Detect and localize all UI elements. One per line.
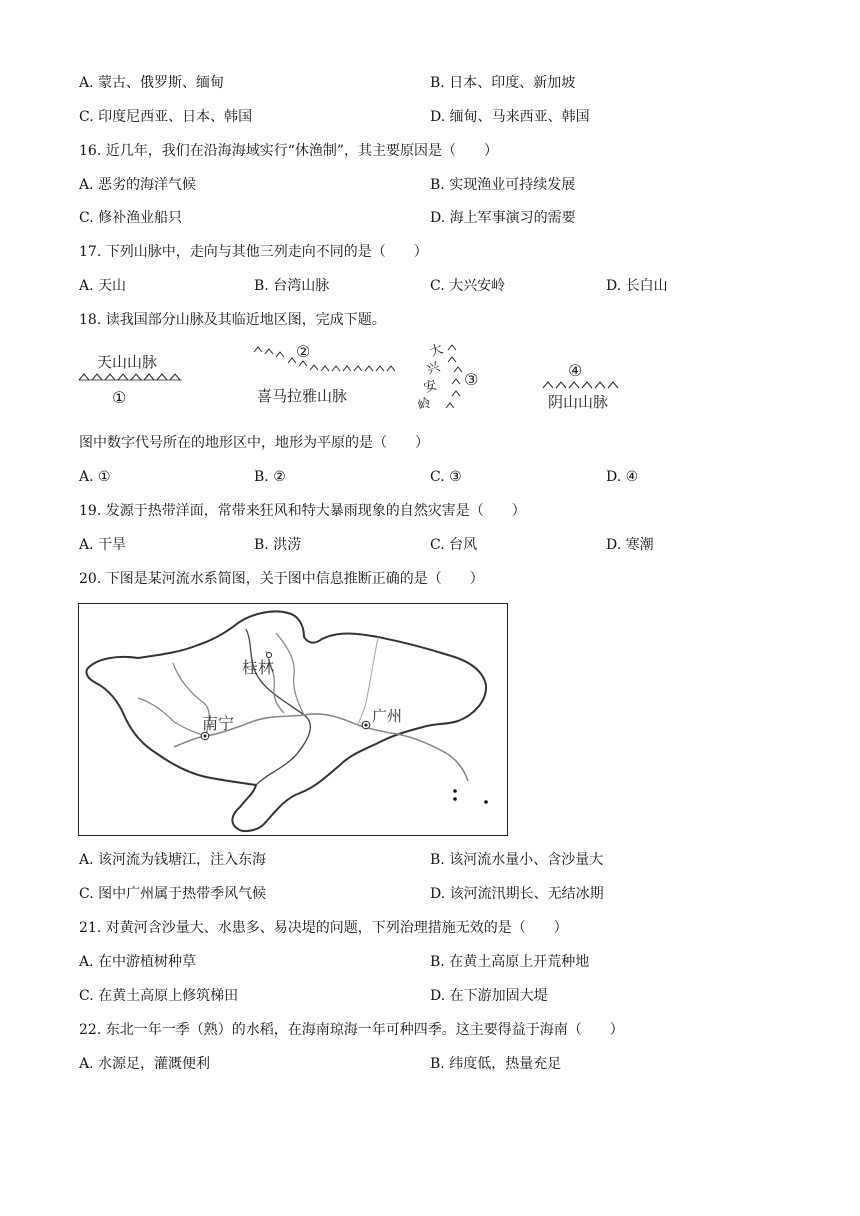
q16-option-c[interactable]: C. 修补渔业船只 xyxy=(79,210,183,226)
q16-option-d[interactable]: D. 海上军事演习的需要 xyxy=(430,210,576,226)
q16-option-a[interactable]: A. 恶劣的海洋气候 xyxy=(79,177,197,193)
q19-option-a[interactable]: A. 干旱 xyxy=(79,537,127,553)
nanning-label: 南宁 xyxy=(202,714,235,733)
q15-option-d[interactable]: D. 缅甸、马来西亚、韩国 xyxy=(430,109,590,125)
guilin-label: 桂林 xyxy=(242,658,275,677)
q17-option-c[interactable]: C. 大兴安岭 xyxy=(430,278,506,294)
himalaya-label: 喜马拉雅山脉 xyxy=(257,387,348,405)
q15-options-row1 xyxy=(0,73,860,93)
q18-question: 图中数字代号所在的地形区中，地形为平原的是（ ） xyxy=(79,435,429,451)
tianshan-label: 天山山脉 xyxy=(97,353,158,371)
q19-stem: 19. 发源于热带洋面，常带来狂风和特大暴雨现象的自然灾害是（ ） xyxy=(79,503,526,519)
q22-options-row1 xyxy=(0,1054,860,1074)
q15-option-a[interactable]: A. 蒙古、俄罗斯、缅甸 xyxy=(79,75,225,91)
q17-stem: 17. 下列山脉中，走向与其他三列走向不同的是（ ） xyxy=(79,244,428,260)
q20-option-d[interactable]: D. 该河流汛期长、无结冰期 xyxy=(430,886,604,902)
q17-option-b[interactable]: B. 台湾山脉 xyxy=(254,278,330,294)
daxinganling-char-2: 兴 xyxy=(424,359,443,379)
q19-options-row xyxy=(0,535,860,555)
q16-options-row2 xyxy=(0,208,860,228)
himalaya-mountain-icon xyxy=(254,347,395,371)
q21-options-row1 xyxy=(0,952,860,972)
q15-options-row2 xyxy=(0,107,860,127)
q18-stem: 18. 读我国部分山脉及其临近地区图，完成下题。 xyxy=(79,312,386,328)
q18-option-a[interactable]: A. ① xyxy=(79,469,111,485)
q21-stem: 21. 对黄河含沙量大、水患多、易决堤的问题，下列治理措施无效的是（ ） xyxy=(79,920,568,936)
q20-options-row1 xyxy=(0,850,860,870)
q17-options-row xyxy=(0,276,860,296)
q22-option-b[interactable]: B. 纬度低，热量充足 xyxy=(430,1056,562,1072)
q20-option-c[interactable]: C. 图中广州属于热带季风气候 xyxy=(79,886,267,902)
q18-option-c[interactable]: C. ③ xyxy=(430,469,462,485)
q20-option-b[interactable]: B. 该河流水量小、含沙量大 xyxy=(430,852,604,868)
q20-options-row2 xyxy=(0,884,860,904)
river-system-map xyxy=(78,603,508,836)
yinshan-mountain-icon xyxy=(543,382,618,388)
q16-option-b[interactable]: B. 实现渔业可持续发展 xyxy=(430,177,576,193)
q21-option-d[interactable]: D. 在下游加固大堤 xyxy=(430,988,548,1004)
q15-option-c[interactable]: C. 印度尼西亚、日本、韩国 xyxy=(79,109,253,125)
map-frame xyxy=(79,604,508,836)
daxinganling-char-1: 大 xyxy=(427,341,446,361)
q21-option-b[interactable]: B. 在黄土高原上开荒种地 xyxy=(430,954,590,970)
q19-option-b[interactable]: B. 洪涝 xyxy=(254,537,302,553)
island-dot xyxy=(453,797,457,801)
q15-option-b[interactable]: B. 日本、印度、新加坡 xyxy=(430,75,576,91)
q21-option-a[interactable]: A. 在中游植树种草 xyxy=(79,954,197,970)
daxinganling-char-4: 岭 xyxy=(415,395,434,415)
q20-option-a[interactable]: A. 该河流为钱塘江，注入东海 xyxy=(79,852,267,868)
q22-stem: 22. 东北一年一季（熟）的水稻，在海南琼海一年可种四季。这主要得益于海南（ ） xyxy=(79,1022,624,1038)
q19-option-d[interactable]: D. 寒潮 xyxy=(606,537,654,553)
mountain-ranges-figure xyxy=(70,338,630,430)
q17-option-a[interactable]: A. 天山 xyxy=(79,278,127,294)
daxinganling-char-3: 安 xyxy=(421,377,440,397)
q20-stem: 20. 下图是某河流水系简图，关于图中信息推断正确的是（ ） xyxy=(79,571,484,587)
number-1-label: ① xyxy=(112,388,127,407)
q18-option-b[interactable]: B. ② xyxy=(254,469,286,485)
q21-option-c[interactable]: C. 在黄土高原上修筑梯田 xyxy=(79,988,239,1004)
q18-option-d[interactable]: D. ④ xyxy=(606,469,639,485)
q19-option-c[interactable]: C. 台风 xyxy=(430,537,478,553)
q16-stem: 16. 近几年，我们在沿海海域实行“休渔制”，其主要原因是（ ） xyxy=(79,143,499,159)
number-3-label: ③ xyxy=(464,370,479,389)
q22-option-a[interactable]: A. 水源足，灌溉便利 xyxy=(79,1056,211,1072)
yinshan-label: 阴山山脉 xyxy=(548,393,609,411)
q16-options-row1 xyxy=(0,175,860,195)
q18-options-row xyxy=(0,467,860,487)
q21-options-row2 xyxy=(0,986,860,1006)
number-2-label: ② xyxy=(296,342,311,361)
guangzhou-marker-dot xyxy=(365,724,368,727)
daxinganling-mountain-icon xyxy=(446,345,462,408)
island-dot xyxy=(484,800,488,804)
guilin-marker xyxy=(267,653,272,658)
q17-option-d[interactable]: D. 长白山 xyxy=(606,278,668,294)
island-dot xyxy=(453,789,457,793)
number-4-label: ④ xyxy=(568,361,583,380)
nanning-marker-dot xyxy=(204,735,207,738)
guangzhou-label: 广州 xyxy=(372,707,403,725)
tianshan-mountain-icon xyxy=(79,374,182,380)
